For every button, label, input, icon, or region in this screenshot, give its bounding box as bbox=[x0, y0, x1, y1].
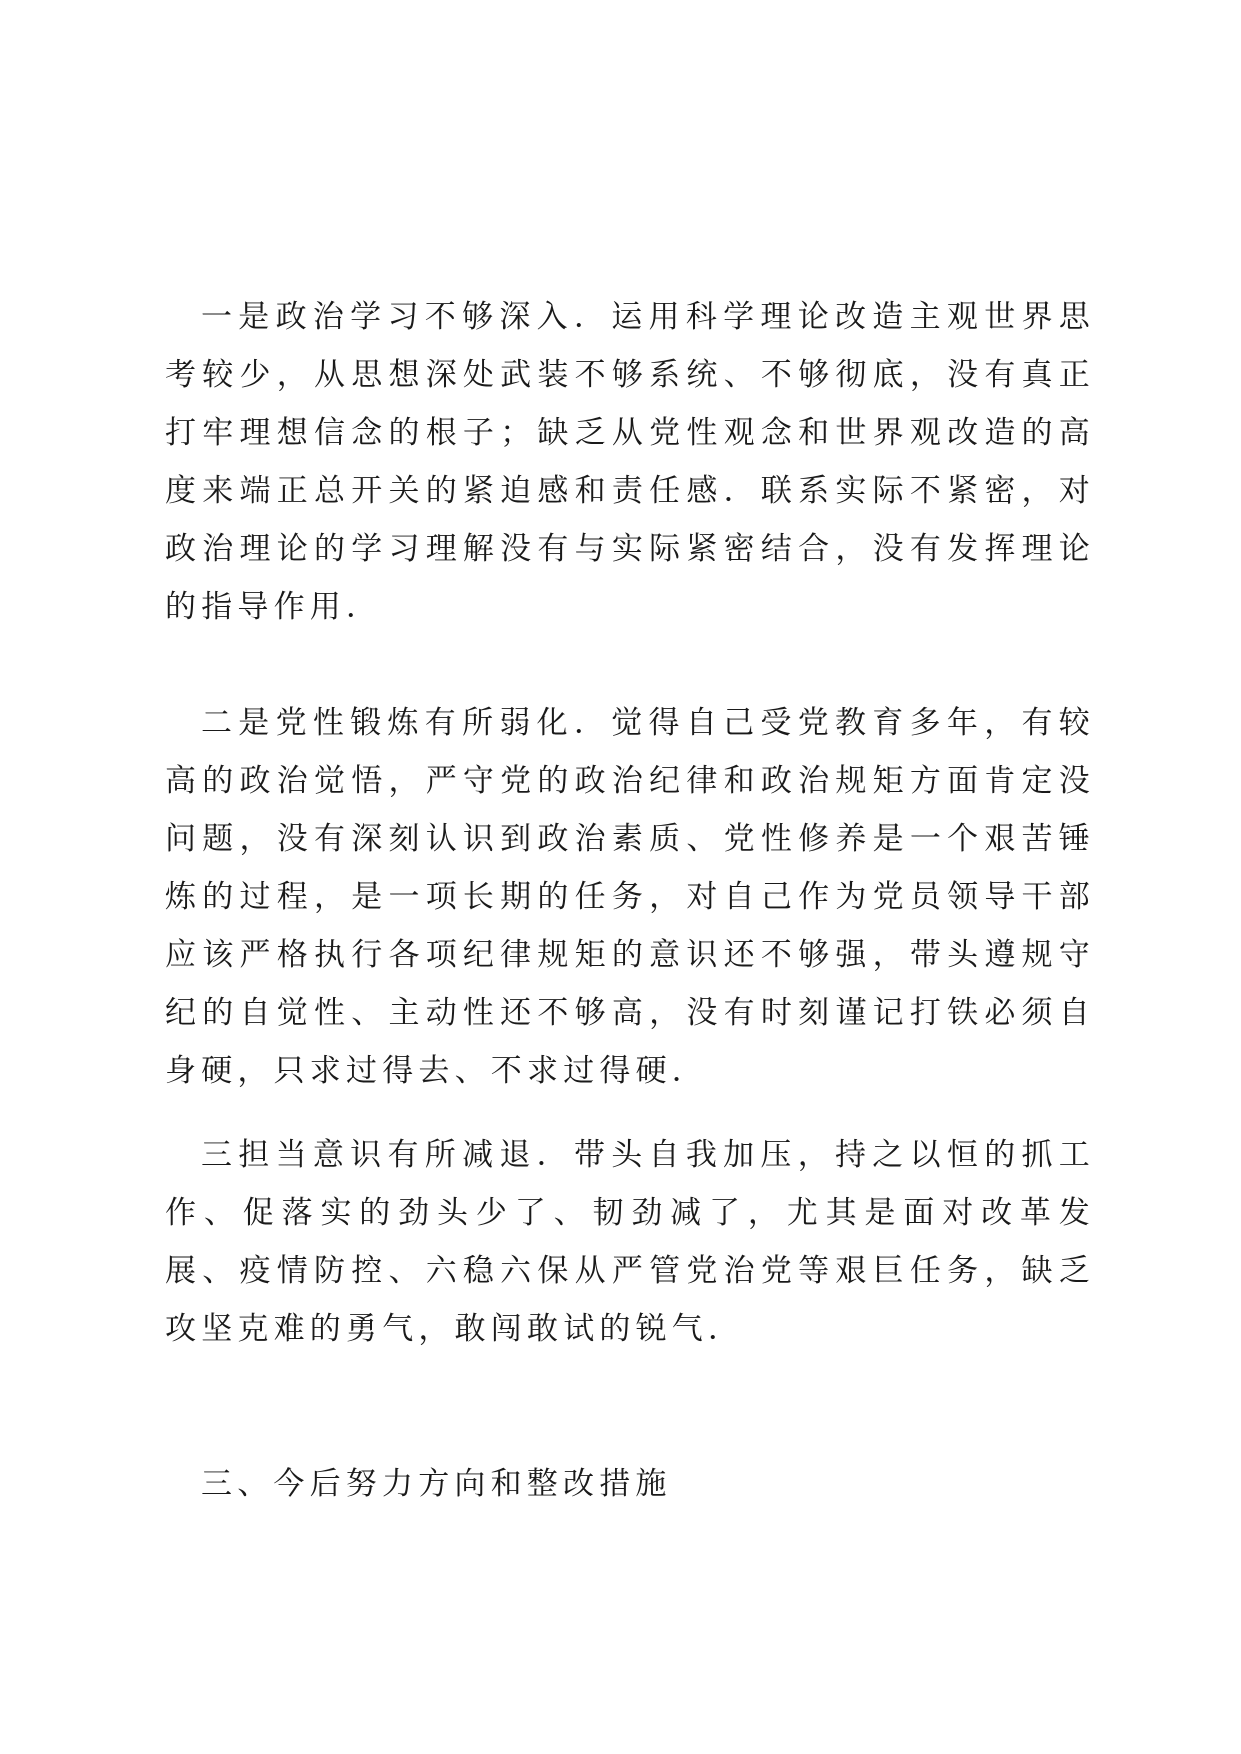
paragraph-political-study: 一是政治学习不够深入．运用科学理论改造主观世界思考较少，从思想深处武装不够系统、不够彻底，没有真正打牢理想信念的根子；缺乏从党性观念和世界观改造的高度来端正总开关的紧迫感和责任感．联系实际不紧密，对政治理论的学习理解没有与实际紧密结合，没有发挥理论的指导作用． bbox=[165, 299, 1095, 625]
paragraph-responsibility: 三担当意识有所减退．带头自我加压，持之以恒的抓工作、促落实的劲头少了、韧劲减了，尤其是面对改革发展、疫情防控、六稳六保从严管党治党等艰巨任务，缺乏攻坚克难的勇气，敢闯敢试的锐气． bbox=[165, 1137, 1095, 1347]
section-heading: 三、今后努力方向和整改措施 bbox=[201, 1466, 672, 1502]
paragraph-party-spirit: 二是党性锻炼有所弱化．觉得自己受党教育多年，有较高的政治觉悟，严守党的政治纪律和政治规矩方面肯定没问题，没有深刻认识到政治素质、党性修养是一个艰苦锤炼的过程，是一项长期的任务，对自己作为党员领导干部应该严格执行各项纪律规矩的意识还不够强，带头遵规守纪的自觉性、主动性还不够高，没有时刻谨记打铁必须自身硬，只求过得去、不求过得硬． bbox=[165, 705, 1095, 1089]
